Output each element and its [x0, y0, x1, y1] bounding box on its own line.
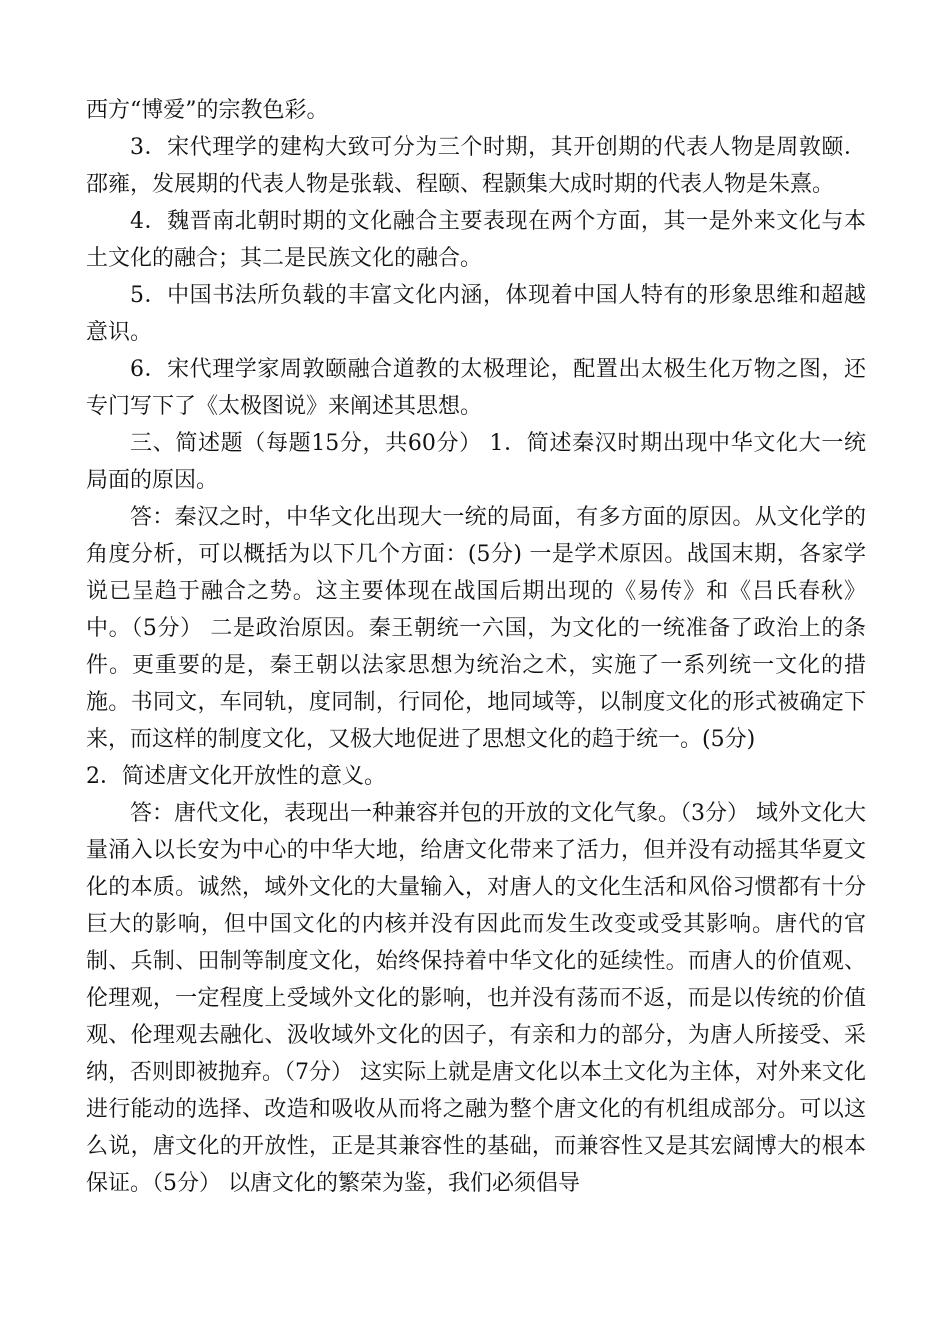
document-page: [86, 92, 866, 1202]
paragraph-item-3-song-neo-confucianism: 3．宋代理学的建构大致可分为三个时期，其开创期的代表人物是周敦颐．邵雍，发展期的代表人物是张载、程颐、程颢集大成时期的代表人物是朱熹。: [86, 135, 866, 197]
answer-tang-openness: 答：唐代文化，表现出一种兼容并包的开放的文化气象。（3分） 域外文化大量涌入以长安为中心的中华大地，给唐文化带来了活力，但并没有动摇其华夏文化的本质。诚然，域外文化的大量输入，对唐人的文化生活和风俗习惯都有十分巨大的影响，但中国文化的内核并没有因此而发生改变或受其影响。唐代的官制、兵制、田制等制度文化，始终保持着中华文化的延续性。而唐人的价值观、伦理观，一定程度上受域外文化的影响，也并没有荡而不返，而是以传统的价值观、伦理观去融化、汲收域外文化的因子，有亲和力的部分，为唐人所接受、采纳，否则即被抛弃。（7分） 这实际上就是唐文化以本土文化为主体，对外来文化进行能动的选择、改造和吸收从而将之融为整个唐文化的有机组成部分。可以这么说，唐文化的开放性，正是其兼容性的基础，而兼容性又是其宏阔博大的根本保证。（5分） 以唐文化的繁荣为鉴，我们必须倡导: [86, 801, 866, 1196]
question-2-tang-openness: 2．简述唐文化开放性的意义。: [86, 764, 386, 789]
paragraph-religion-note: 西方“博爱”的宗教色彩。: [86, 98, 329, 123]
paragraph-item-6-zhou-dunyi: 6．宋代理学家周敦颐融合道教的太极理论，配置出太极生化万物之图，还专门写下了《太极图说》来阐述其思想。: [86, 357, 866, 419]
section-heading-short-answer: 三、简述题（每题15分，共60分） 1．简述秦汉时期出现中华文化大一统局面的原因。: [86, 431, 866, 493]
answer-qin-han-unification: 答：秦汉之时，中华文化出现大一统的局面，有多方面的原因。从文化学的角度分析，可以概括为以下几个方面：(5分) 一是学术原因。战国末期，各家学说已呈趋于融合之势。这主要体现在战国后期出现的《易传》和《吕氏春秋》中。（5分） 二是政治原因。秦王朝统一六国，为文化的一统准备了政治上的条件。更重要的是，秦王朝以法家思想为统治之术，实施了一系列统一文化的措施。书同文，车同轨，度同制，行同伦，地同域等，以制度文化的形式被确定下来，而这样的制度文化，又极大地促进了思想文化的趋于统一。(5分): [86, 505, 866, 752]
paragraph-item-5-calligraphy: 5．中国书法所负载的丰富文化内涵，体现着中国人特有的形象思维和超越意识。: [86, 283, 866, 345]
paragraph-item-4-wei-jin-fusion: 4．魏晋南北朝时期的文化融合主要表现在两个方面，其一是外来文化与本土文化的融合；其二是民族文化的融合。: [86, 209, 866, 271]
